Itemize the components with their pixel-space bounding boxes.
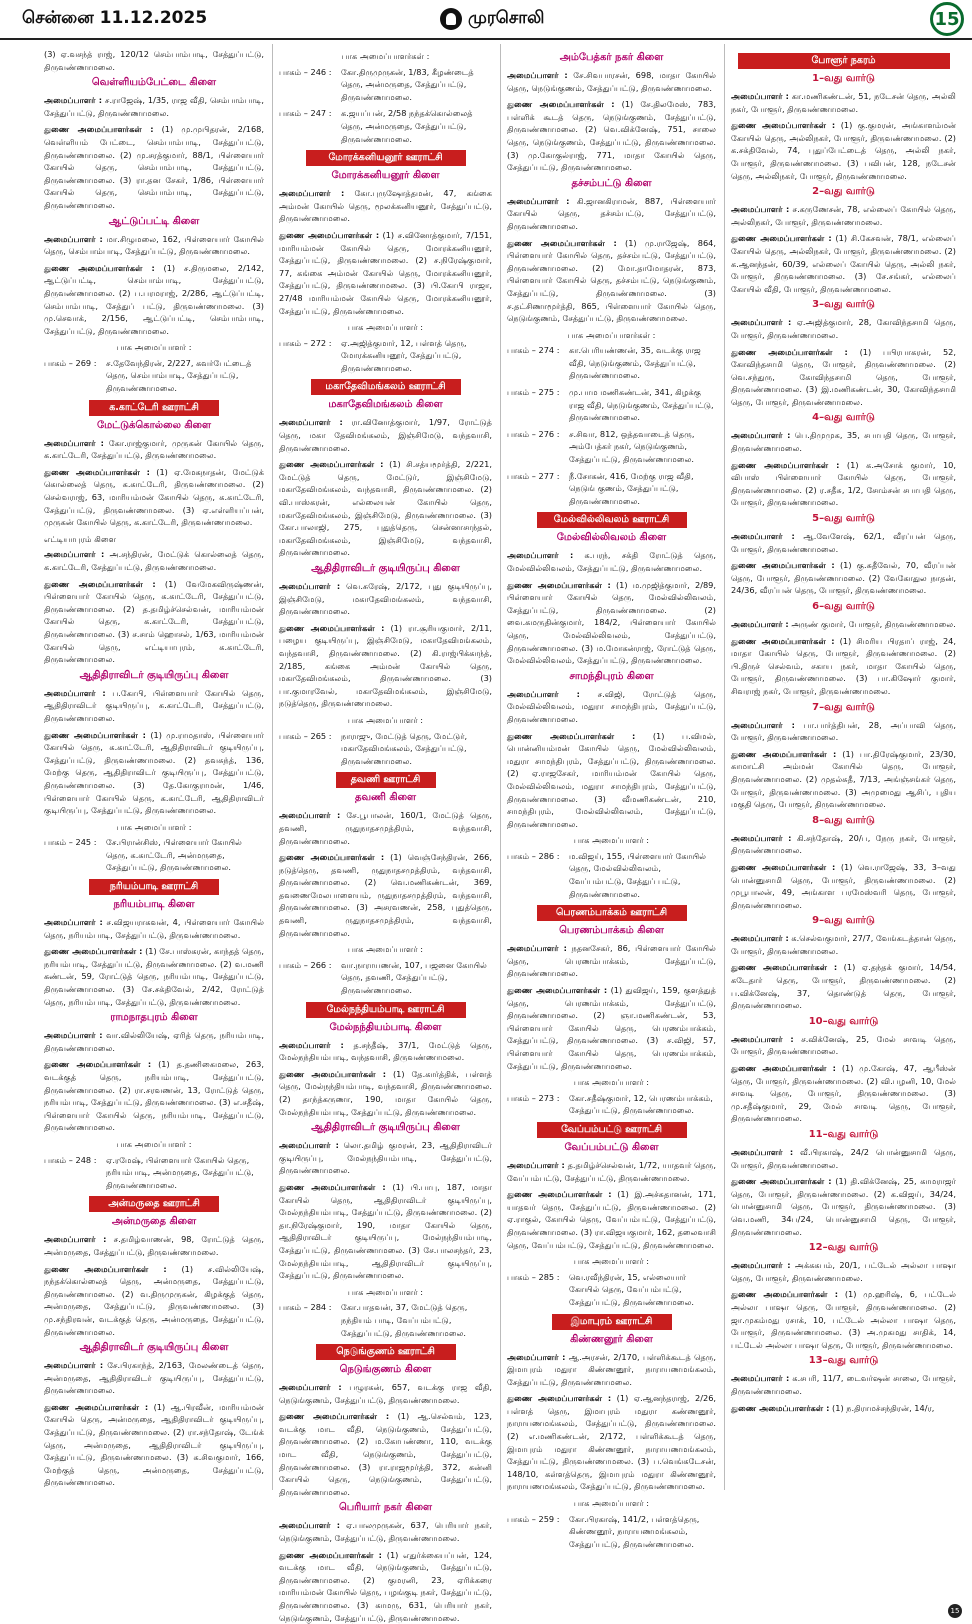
booth-entry: பாகம் – 284 : கோ.பாதவன், 37, மேட்டுத் தெரு, நந்தியம் பாடி, வேப்பம்பட்டு, சேத்துப்பட்டு, திருவண்ணாமலை. <box>279 1302 468 1338</box>
organizer-entry: அமைப்பாளர் : லொ.தமிழ் குமரன், 23, ஆதிதிராவிடர் குடியிருப்பு, மேல்நந்தியம்பாடி, சேத்துப்பட்டு, திருவண்ணாமலை. <box>279 1140 492 1176</box>
organizer-entry: அமைப்பாளர் : ச.கருணேசன், 78, எல்லைப் கோயில் தெரு, அல்லிநகர், போளூர், திருவண்ணாமலை. <box>731 204 956 227</box>
deputy-entry: துணை அமைப்பாளர்கள் : (1) ஏ.ஆனந்தராஜ், 2/26, பள்ளத் தெரு, இமாபுரம் மதுரா கண்ணனூர், நாராயணமங்கலம், சேத்துப்பட்டு, திருவண்ணாமலை. (2) எ.மணிகண்டன், 2/172, பள்ளிக்கூடத் தெரு, இமாபுரம் மதுரா கிண்ணனூர், நாராயணமங்கலம், சேத்துப்பட்டு, திருவண்ணாமலை. (3) ப.வெங்கடேசன், 148/10, கள்ளத்தெரு, இமாபுரம் மதுரா கிண்ணனூர், நாராயணமங்கலம், சேத்துப்பட்டு, திருவண்ணாமலை. <box>507 1393 717 1492</box>
article-columns <box>10 44 962 1623</box>
branch-heading: கிண்ணனூர் கிளை <box>570 1333 653 1345</box>
booth-entry: பாகம் – 277 : நீ.சோகன், 416, மேற்கு ராஜ வீதி, நெடுங் குணம், சேத்துப்பட்டு, திருவண்ணாமலை. <box>507 470 694 506</box>
column-3 <box>500 44 722 1549</box>
organizer-entry: அமைப்பாளர் : ப.கோபி, பிள்ளையார் கோயில் தெரு, ஆதிதிராவிடர் குடியிருப்பு, க.காட்டேரி, சேத்துப்பட்டு, திருவண்ணாமலை. <box>44 687 264 723</box>
ward-heading: 12–வது வார்டு <box>808 1242 879 1254</box>
deputy-entry: துணை அமைப்பாளர்கள் : (1) பி.பாபு, 187, மாதா கோயில் தெரு, ஆதிதிராவிடர் குடியிருப்பு, மேல்நந்தியம்பாடி, சேத்துப்பட்டு, திருவண்ணாமலை. (2) தா.நிரேஷ்குமார், 190, மாதா கோயில் தெரு, ஆதிதிராவிடர் குடியிருப்பு, மேல்நந்தியம்பாடி, சேத்துப்பட்டு, திருவண்ணாமலை. (3) சே.பாலசந்தர், 23, மேல்நந்தியம்பாடி, ஆதிதிராவிடர் குடியிருப்பு, சேத்துப்பட்டு, திருவண்ணாமலை. <box>279 1181 493 1281</box>
booth-entry: பாகம் – 246 : கோ.திருமுருகன், 1/83, கீழண்டைத் தெரு, அன்மருதை, சேத்துப்பட்டு, திருவண்ணாமலை. <box>279 66 474 102</box>
panchayat-banner: மகாதேவிமங்கலம் ஊராட்சி <box>311 379 461 395</box>
organizer-entry: அமைப்பாளர் : மா.சிழுமலை, 162, பிள்ளையார் கோயில் தெரு, செம்பாம்பாடி, சேத்துப்பட்டு, திருவண்ணாமலை. <box>44 233 264 257</box>
organizer-entry: அமைப்பாளர் : அக்ககபம், 20/1, பட்டேல் அல்லா பாஷா தெரு, போளூர், திருவண்ணாமலை. <box>731 1260 956 1283</box>
panchayat-banner: மேல்நந்தியம்பாடி ஊராட்சி <box>306 1002 466 1018</box>
booth-entry: பாகம் – 285 : வெ.ரவீந்திரன், 15, எல்லையார் கோயில் தெரு, வேப்பம்பட்டு, சேத்துப்பட்டு, திருவண்ணாமலை. <box>507 1271 694 1307</box>
ward-heading: 8–வது வார்டு <box>812 814 875 826</box>
booth-heading: பாக அமைப்பாளர் : <box>347 322 424 333</box>
panchayat-banner: வேப்பம்பட்டு ஊராட்சி <box>537 1122 687 1138</box>
organizer-entry: அமைப்பாளர் : பெ.திமுமுக, 35, சபாபதி தெரு, போளூர், திருவண்ணாமலை. <box>731 430 956 454</box>
branch-heading: ஆதிதிராவிடர் குடியிருப்பு கிளை <box>311 563 460 574</box>
deputy-entry: துணை அமைப்பாளர்கள் : (1) தி.விக்னேஷ், 25, காமராஜர் தெரு, போளூர், திருவண்ணாமலை. (2) க.விஜய், 34/24, பொன்னுசாமி தெரு, போளூர், திருவண்ணாமலை. (3) வெ.மணி, 34ப/24, பொன்னுசாமி தெரு, போளூர், திருவண்ணாமலை. <box>731 1176 956 1237</box>
deputy-entry: துணை அமைப்பாளர்கள் : (1) சே.பாஸ்கரன், காந்தத் தெரு, நரியம்பாடி, சேத்துப்பட்டு, திருவண்ணாமலை. (2) வ.மணி கண்டன், 59, ரோட்டுத் தெரு, நரியம்பாடி, சேத்துப்பட்டு, திருவண்ணாமலை. (3) சே.சக்திவேல், 2/42, ரோட்டுத் தெரு, நரியம்பாடி, சேத்துப்பட்டு, திருவண்ணாமலை. <box>44 946 264 1007</box>
organizer-entry: அமைப்பாளர் : வெ.சுரேஷ், 2/172, புது குடியிருப்பு, இஞ்சிமேடு, மகாதேவிமங்கலம், வந்தவாசி, திருவண்ணாமலை. <box>279 581 492 617</box>
booth-heading: பாக அமைப்பாளர் : <box>347 714 424 725</box>
branch-heading: பெரியார் நகர் கிளை <box>338 1502 433 1514</box>
column-2 <box>272 44 498 1623</box>
branch-heading: ஆதிதிராவிடர் குடியிருப்பு கிளை <box>311 1122 460 1134</box>
branch-heading: ஆதிதிராவிடர் குடியிருப்பு கிளை <box>79 669 229 681</box>
organizer-entry: அமைப்பாளர் : சே.பிரகாந்த், 2/163, மேலண்டைத் தெரு, அன்மருதை, ஆதிதிராவிடர் குடியிருப்பு, சேத்துப்பட்டு, திருவண்ணாமலை. <box>44 1360 264 1396</box>
branch-heading: மேட்டுக்கொல்லை கிளை <box>96 419 212 431</box>
panchayat-banner: அன்மருதை ஊராட்சி <box>89 1196 219 1212</box>
branch-heading: அன்மருதை கிளை <box>111 1216 197 1228</box>
panchayat-banner: தவணி ஊராட்சி <box>336 772 436 788</box>
branch-heading: ராமநாதபுரம் கிளை <box>110 1012 198 1024</box>
deputy-entry: துணை அமைப்பாளர்கள் : (1) கு.சுதீவேல், 70, வீரப்பன் தெரு, போளூர், திருவண்ணாமலை. (2) வேகோதுல நாதன், 24/36, வீரப்பன் தெரு, போளூர், திருவண்ணாமலை. <box>731 560 956 596</box>
booth-heading: பாக அமைப்பாளர் : <box>347 944 424 955</box>
deputy-entry: துணை அமைப்பாளர்கள் : (1) ச.வில்லியேஷ், நந்தக்கொல்லைத் தெரு, அன்மருதை, சேத்துப்பட்டு, திருவண்ணாமலை. (2) வ.திருமுருகன், கிழக்குத் தெரு, அன்மருதை, சேத்துப்பட்டு, திருவண்ணாமலை. (3) மு.சந்திரவன், வடக்குத் தெரு, அன்மருதை, சேத்துப்பட்டு, திருவண்ணாமலை. <box>44 1263 264 1337</box>
booth-entry: பாகம் – 276 : ச.சிவா, 812, ஒத்தவாடைத் தெரு, அம்பேத்கர் நகர், நெடுங்குணம், சேத்துப்பட்டு, திருவண்ணாமலை. <box>507 428 695 465</box>
deputy-entry: துணை அமைப்பாளர்கள் : (1) த.தணிகைமலை, 263, வடக்குத் தெரு, நரியம்பாடி, சேத்துப்பட்டு, திருவண்ணாமலை. (2) ரா.சரவணன், 13, ரோட்டுத் தெரு, நரியம்பாடி, சேத்துப்பட்டு, திருவண்ணாமலை. (3) எ.சதீஷ், பிள்ளையார் கோயில் தெரு, நரியம்பாடி, சேத்துப்பட்டு, திருவண்ணாமலை. <box>44 1059 264 1133</box>
booth-heading: பாக அமைப்பாளர் : <box>116 342 192 353</box>
deputy-entry: துணை அமைப்பாளர்கள் : (1) ம.முஜித்குமார், 2/89, பிள்ளையார் கோயில் தெரு, மேல்வில்லிவலம், சேத்துப்பட்டு, திருவண்ணாமலை. (2) வை.கமருதின்குமார், 184/2, பிள்ளையார் கோயில் தெரு, மேல்வில்லிவலம், சேத்துப்பட்டு, திருவண்ணாமலை. (3) ம.மோகன்ராஜ், ரோட்டுத் தெரு, மேல்வில்லிவலம், சேத்துப்பட்டு, திருவண்ணாமலை. <box>507 579 716 666</box>
booth-entry: பாகம் – 247 : க.ஜயப்பன், 2/58 நந்தக்கொல்லைத் தெரு, அன்மருதை, சேத்துப்பட்டு, திருவண்ணாமலை. <box>279 108 473 144</box>
deputy-entry: துணை அமைப்பாளர்கள் : (1) பா.திரேஷ்குமார், 23/30, காமாட்சி அம்மன் கோயில் தெரு, போளூர், திருவண்ணாமலை. (2) முதல்சுதீ, 7/13, அங்ஞ்சங்கர் தெரு, போளூர், திருவண்ணாமலை. (3) அமுமைது ஆசிப், புதிய மகுதி தெரு, போளூர், திருவண்ணாமலை. <box>731 748 956 810</box>
ward-heading: 1–வது வார்டு <box>812 73 875 84</box>
deputy-entry: துணை அமைப்பாளர்கள் : (1) சே.திலமேஸ், 783, பள்ளிக் கூடத் தெரு, நெடுங்குணம், சேத்துப்பட்டு, திருவண்ணாமலை. (2) வெ.விக்னேஷ், 751, சாலை தெரு, நெடுங்குணம், சேத்துப்பட்டு, திருவண்ணாமலை. (3) மு.கோகுல்ராஜ், 771, மாதா கோயில் தெரு, சேத்துப்பட்டு, திருவண்ணாமலை. <box>507 99 716 173</box>
panchayat-banner: நெடுங்குணம் ஊராட்சி <box>316 1344 456 1360</box>
organizer-entry: அமைப்பாளர் : ஆ.வேளேஷ், 62/1, வீரப்பன் தெரு, போளூர், திருவண்ணாமலை. <box>731 531 956 554</box>
booth-heading: பாக அமைப்பாளர் : <box>116 821 192 832</box>
booth-entry: பாகம் – 286 : ம.விஜய், 155, பிள்ளையார் கோயில் தெரு, மேல்வில்லிவலம், வேப்பம்பட்டு, சேத்துப் பட்டு, திருவண்ணாமலை. <box>507 850 707 899</box>
booth-entry: பாகம் – 273 : கோ.சதீஷ்குமார், 12, பெரணம்பாக்கம், சேத்துப்பட்டு, திருவண்ணாமலை. <box>507 1092 713 1116</box>
branch-heading: சாமந்திபுரம் கிளை <box>569 670 654 682</box>
ward-heading: 3–வது வார்டு <box>812 299 875 311</box>
deputy-entry: துணை அமைப்பாளர்கள் : (1) ஆ.செல்வம், 123, வடக்கு மாட வீதி, நெடுங்குணம், சேத்துப்பட்டு, திருவண்ணாமலை. (2) ம.கோபண்ணா, 110, வடக்கு மாட வீதி, நெடுங்குணம், சேத்துப்பட்டு, திருவண்ணாமலை. (3) ரா.ராஜமூர்த்தி, 372, கன்னி கோயில் தெரு, நெடுங்குணம், சேத்துப்பட்டு, திருவண்ணாமலை. <box>279 1411 492 1497</box>
branch-heading: பெரணம்பாக்கம் கிளை <box>559 925 664 937</box>
deputy-entry: துணை அமைப்பாளர்கள் : (1) ஏ.தந்தக் குமார், 14/54, கடேதார் தெரு, போளூர், திருவண்ணாமலை. (2) ப.விக்னேஷ், 37, தொண்டுத் தெரு, போளூர், திருவண்ணாமலை. <box>731 962 956 1011</box>
organizer-entry: அமைப்பாளர் : சே.பூபாலன், 160/1, மேட்டுத் தெரு, தவணி, ருதுநாதசமுத்திரம், வந்தவாசி, திருவண்ணாமலை. <box>279 810 492 846</box>
masthead <box>440 8 545 30</box>
deputy-entry: துணை அமைப்பாளர்கள் : (1) ப.விமல், பொன்னியம்மன் கோயில் தெரு, மேல்வில்லிவலம், மதுரா சாமந்திபுரம், சேத்துப்பட்டு, திருவண்ணாமலை. (2) ஏ.ராஜசேகர், மாரியம்மன் கோயில் தெரு, மேல்வில்லிவலம், மதுரா சாமந்திபுரம், சேத்துப்பட்டு, திருவண்ணாமலை. (3) வீமணிகண்டன், 210, சாமந்திபுரம், மேல்வில்லிவலம், சேத்துப்பட்டு, திருவண்ணாமலை. <box>507 730 716 829</box>
booth-heading: பாக அமைப்பாளர் : <box>573 1498 650 1509</box>
organizer-entry: அமைப்பாளர் : க.பரந், சக்தி ரோட்டுத் தெரு, மேல்வில்லிவலம், சேத்துப்பட்டு, திருவண்ணாமலை. <box>507 550 716 573</box>
organizer-entry: அமைப்பாளர் : வீ.பிரகாஷ், 24/2 பொன்னுசாமி தெரு, போளூர், திருவண்ணாமலை. <box>731 1147 956 1170</box>
booth-entry: பாகம் – 245 : சே.பிரான்சிஸ், பிள்ளையார் கோயில் தெரு, க.காட்டேரி, அன்மருதை, சேத்துப்பட்டு, திருவண்ணாமலை. <box>44 837 242 873</box>
organizer-entry: அமைப்பாளர் : க.செல்வகுமார், 27/7, வேங்கடத்தான் தெரு, போளூர், திருவண்ணாமலை. <box>731 933 956 956</box>
organizer-entry: அமைப்பாளர் : ஏ.அஜித்குமார், 28, கோவிந்தசாமி தெரு, போளூர், திருவண்ணாமலை. <box>731 317 956 340</box>
booth-heading: பாக அமைப்பாளர் : <box>116 1138 192 1149</box>
branch-heading: தச்சம்பட்டு கிளை <box>571 177 652 189</box>
ward-heading: 10–வது வார்டு <box>808 1015 879 1027</box>
deputy-entry: துணை அமைப்பாளர்கள் : (1) சிமரிய பிரதாப் ராஜ், 24, மாதா கோயில் தெரு, போளூர், திருவண்ணாமலை. (2) பி.திருச் செல்வம், சகாய நகர், மாதா கோயில் தெரு, போளூர், திருவண்ணாமலை. (3) பா.கிஷோர் குமார், சிவராஜ் நகர், போளூர், திருவண்ணாமலை. <box>731 635 956 696</box>
panchayat-banner: நரியம்பாடி ஊராட்சி <box>89 879 219 895</box>
organizer-entry: அமைப்பாளர் : வா.வில்லியேஷ், ஏரித் தெரு, நரியம்பாடி, திருவண்ணாமலை. <box>44 1030 264 1053</box>
organizer-entry: அமைப்பாளர் : க.சபரி, 11/7, டைவர்ஷன் சாலை, போளூர், திருவண்ணாமலை. <box>731 1373 956 1396</box>
organizer-entry: அமைப்பாளர் : த.சந்தீஷ், 37/1, மேட்டுத் தெரு, மேல்நந்தியம்பாடி, வந்தவாசி, திருவண்ணாமலை. <box>279 1039 492 1063</box>
organizer-entry: அமைப்பாளர் : ஏ.பாலமுருகன், 637, பெரியார் நகர், நெடுங்குணம், சேத்துப்பட்டு, திருவண்ணாமலை. <box>279 1520 492 1544</box>
branch-heading: மேல்நந்தியம்பாடி கிளை <box>329 1021 442 1033</box>
town-banner: போளூர் நகரம் <box>738 53 950 69</box>
branch-heading: அம்பேத்கர் நகர் கிளை <box>559 52 664 63</box>
page-number-badge: 15 <box>930 2 964 36</box>
deputy-entry: துணை அமைப்பாளர்கள் : (1) க.அசோக் குமார், 10, விபாஸ் பிள்ளையார் கோயில் தெரு, போளூர், திருவண்ணாமலை. (2) ர.சதீசு, 1/2, சோம்சன் சபாபதி தெரு, போளூர், திருவண்ணாமலை. <box>731 459 956 508</box>
ward-heading: 13–வது வார்டு <box>808 1355 879 1367</box>
branch-heading: நெடுங்குணம் கிளை <box>339 1364 432 1376</box>
branch-heading: நரியம்பாடி கிளை <box>113 899 195 911</box>
booth-entry: பாகம் – 266 : வா.நாராயணன், 107, பஜனை கோயில் தெரு, தவணி, சேத்துப்பட்டு, திருவண்ணாமலை. <box>279 959 487 996</box>
booth-heading: பாக அமைப்பாளர் : <box>573 1077 650 1088</box>
deputy-entry: துணை அமைப்பாளர்கள் : (1) மு.கோஷ், 47, ஆபீஸ்ன் தெரு, போளூர், திருவண்ணாமலை. (2) வி.பழனி, 10, மேல் சாவடி தெரு, போளூர், திருவண்ணாமலை. (3) மு.சதீஷ்குமார், 29, மேல் சாவடி தெரு, போளூர், திருவண்ணாமலை. <box>731 1063 956 1124</box>
panchayat-banner: மேல்வில்லிவலம் ஊராட்சி <box>537 512 687 528</box>
booth-entry: பாகம் – 265 : நாராஜு, மேட்டுத் தெரு, மேட்டுர், மகாதேவிமங்கலம், சேத்துப்பட்டு, திருவண்ணாமலை. <box>279 730 468 766</box>
page-corner-badge: 15 <box>948 1604 962 1618</box>
ward-heading: 11–வது வார்டு <box>808 1129 879 1140</box>
ward-heading: 7–வது வார்டு <box>812 701 875 713</box>
deputy-entry: துணை அமைப்பாளர்கள் : (1) பபிரபாகரன், 52, கோவிந்தசாமி தெரு, போளூர், திருவண்ணாமலை. (2) வெ.சந்துரு, கோவிந்தசாமி தெரு, போளூர், திருவண்ணாமலை. (3) இ.மணிகண்டன், 30, கோவிந்தசாமி தெரு, போளூர், திருவண்ணாமலை. <box>731 346 956 407</box>
organizer-entry: அமைப்பாளர் : ச.விஜயராகவன், 4, பிள்ளையார் கோயில் தெரு, நரியம்பாடி, சேத்துப்பட்டு, திருவண்ணாமலை. <box>44 917 264 940</box>
deputy-entry: துணை அமைப்பாளர்கள் : (1) மு.ஹரிஷ், 6, பட்டேல் அல்லா பாஷா தெரு, போளூர், திருவண்ணாமலை. (2) ஜா.முகம்மது ரசாக், 10, பட்டேல் அல்லா பாஷா தெரு, போளூர், திருவண்ணாமலை. (3) அ.முகமது சாதிக், 14, பட்டேல் அல்லா பாஷா தெரு, போளூர், திருவண்ணாமலை. <box>731 1289 956 1350</box>
branch-heading: வெள்ளியம்பேட்டை கிளை <box>91 77 217 89</box>
deputy-entry: துணை அமைப்பாளர்கள் : (1) ச.வினோத்குமார், 7/151, மாரியம்மன் கோயில் தெரு, மோரக்கனியனூர், சேத்துப்பட்டு, திருவண்ணாமலை. (2) ச.நிரேஷ்குமார், 77, கங்கை அம்மன் கோயில் தெரு, மோரக்கனியனூர், சேத்துப்பட்டு, திருவண்ணாமலை. (3) பி.கோபி ராஜா, 27/48 மாரியம்மன் கோயில் தெரு, மோரக்கனியனூர், சேத்துப்பட்டு, திருவண்ணாமலை. <box>279 229 492 316</box>
organizer-entry: அமைப்பாளர் : சே.சிவபாரசன், 698, மாதா கோயில் தெரு, நெடுங்குணம், சேத்துப்பட்டு, திருவண்ணாமலை. <box>507 70 716 93</box>
booth-entry: பாகம் – 269 : ச.தேவேந்திரன், 2/227, கவர்பேட்டைத் தெரு, செம்பாம்பாடி, சேத்துப்பட்டு, திருவண்ணாமலை. <box>44 357 252 394</box>
paper-logo-icon <box>440 8 462 30</box>
panchayat-banner: க.காட்டேரி ஊராட்சி <box>89 400 219 416</box>
organizer-entry: அமைப்பாளர் : ச.ராஜேஷ், 1/35, ராஜ வீதி, செம்பாம்பாடி, சேத்துப்பட்டு, திருவண்ணாமலை. <box>44 95 264 118</box>
booth-heading: பாக அமைப்பாளர் : <box>347 1286 424 1297</box>
panchayat-banner: இமாபுரம் ஊராட்சி <box>552 1314 672 1330</box>
organizer-entry: அமைப்பாளர் : ரா.வினோத்குமார், 1/97, ரோட்டுத் தெரு, மகா தேவிமங்கலம், இஞ்சிமேடு, வந்தவாசி, திருவண்ணாமலை. <box>279 417 492 453</box>
organizer-entry: அமைப்பாளர் : ச.விஜி, ரோட்டுத் தெரு, மேல்வில்லிவலம், மதுரா சாமந்திபுரம், சேத்துப்பட்டு, திருவண்ணாமலை. <box>507 688 716 724</box>
organizer-entry: அமைப்பாளர் : நதனசேகர், 86, பிள்ளையார் கோயில் தெரு, பெரணம்பாக்கம், சேத்துப்பட்டு, திருவண்ணாமலை. <box>507 943 716 979</box>
organizer-entry: அமைப்பாளர் : ச.தமிழ்வாணன், 98, ரோட்டுத் தெரு, அன்மருதை, சேத்துப்பட்டு, திருவண்ணாமலை. <box>44 1234 264 1257</box>
organizer-entry: அமைப்பாளர் : த.தமிழ்ச்செல்வன், 1/72, யாதவர் தெரு, வேப்பம்பட்டு, சேத்துப்பட்டு, திருவண்ணாமலை. <box>507 1159 716 1183</box>
deputy-entry: துணை அமைப்பாளர்கள் : (1) சி.சத்யமூர்த்தி, 2/221, மேட்டுத் தெரு, மேட்டுர், இஞ்சிமேடு, மகாதேவிமங்கலம், வந்தவாசி, திருவண்ணாமலை. (2) வி.பாஸ்கரன், எல்லையன் கோயில் தெரு, மகாதேவிமங்கலம், இஞ்சிமேடு, திருவண்ணாமலை. (3) கோ.பாலாஜி, 275, புதுத்தெரு, சென்னாசாந்தல், மகாதேவிமங்கலம், இஞ்சிமேடு, வந்தவாசி, திருவண்ணாமலை. <box>279 459 492 558</box>
booth-heading: பாக அமைப்பாளர்கள் : <box>567 329 656 340</box>
deputy-entry: துணை அமைப்பாளர்கள் : (1) வெஞ்சேந்திரன், 266, நடுத்தெரு, தவணி, ருதுநாதசமுத்திரம், வந்தவாசி, திருவண்ணாமலை. (2) வெ.மணிகண்டன், 369, தவணைமேலபாளையம், ருதுநாதசமுத்திரம், வந்தவாசி, திருவண்ணாமலை. (3) அசரவணன், 258, புதுத்தெரு, தவணி, ருதுநாதசமுத்திரம், வந்தவாசி, திருவண்ணாமலை. <box>279 852 492 938</box>
organizer-entry: அமைப்பாளர் : அருண் குமார், போளூர், திருவண்ணாமலை. <box>731 619 956 629</box>
organizer-entry: அமைப்பாளர் : கோ.புருஷோத்தமன், 47, கங்கை அம்மன் கோயில் தெரு, மூலக்கனியனூர், சேத்துப்பட்டு, திருவண்ணாமலை. <box>279 188 492 224</box>
deputy-entry: துணை அமைப்பாளர்கள் : (1) வெ.ராஜேஷ், 33, 3–வது பொன்னுசாமி தெரு, போளூர், திருவண்ணாமலை. (2) முபூபாலன், 49, அங்காள பரமேஸ்வரி தெரு, போளூர், திருவண்ணாமலை. <box>731 861 956 910</box>
deputy-entry: துணை அமைப்பாளர்கள் : (1) எதுர்க்கையப்பன், 124, வடக்கு மாட வீதி, நெடுங்குணம், சேத்துப்பட்டு, திருவண்ணாமலை. (2) குமரனி, 23, ஏரிக்கரை மாரியம்மன் கோயில் தெரு, பழங்குடி நகர், சேத்துப்பட்டு, திருவண்ணாமலை. (3) காமரு, 631, பெரியார் நகர், நெடுங்குணம், சேத்துப்பட்டு, திருவண்ணாமலை. <box>279 1549 492 1623</box>
organizer-entry: அமைப்பாளர் : கி.சந்தோஷ், 20/ப, நேரு நகர், போளூர், திருவண்ணாமலை. <box>731 832 956 856</box>
deputy-entry: துணை அமைப்பாளர்கள் : (1) கு.குமரன், அங்காளம்மன் கோயில் தெரு, அல்லிநகர், போளூர், திருவண்ணாமலை. (2) க.சக்திவேல், 74, புதுப்பேட்டைத் தெரு, அல்லி நகர், போளூர், திருவண்ணாமலை. (3) பவிபன், 128, நடேசன் தெரு, அல்லிநகர், போளூர், திருவண்ணாமலை. <box>731 120 957 181</box>
deputy-entry: துணை அமைப்பாளர்கள் : (1) துவிஜய், 159, குளத்துத் தெரு, பெரணம்பாக்கம், சேத்துப்பட்டு, திருவண்ணாமலை. (2) ஞா.மணிகண்டன், 53, பிள்ளையார் கோயில் தெரு, பெரணம்பாக்கம், சேத்துப்பட்டு, திருவண்ணாமலை. (3) ச.விஜி, 57, பிள்ளையார் கோயில் தெரு, பெரணம்பாக்கம், சேத்துப்பட்டு, திருவண்ணாமலை. <box>507 985 716 1071</box>
ward-heading: 6–வது வார்டு <box>812 601 875 612</box>
branch-heading: தவணி கிளை <box>354 792 417 804</box>
branch-heading: வேப்பம்பட்டு கிளை <box>564 1141 659 1153</box>
ward-heading: 9–வது வார்டு <box>812 915 875 927</box>
booth-entry: பாகம் – 275 : மு.பாம மணிகண்டன், 341, கிழக்கு ராஜ வீதி, நெடுங்குணம், சேத்துப்பட்டு, திருவண்ணாமலை. <box>507 387 714 423</box>
organizer-entry: அமைப்பாளர் : கா.மணிகண்டன், 51, நடேசன் தெரு, அல்லி நகர், போளூர், திருவண்ணாமலை. <box>731 91 956 114</box>
branch-heading: மேல்வில்லிவலம் கிளை <box>556 532 667 544</box>
organizer-entry: அமைப்பாளர் : ச.விக்னேஷ், 25, மேல் சாவடி தெரு, போளூர், திருவண்ணாமலை. <box>731 1033 956 1057</box>
deputy-entry: துணை அமைப்பாளர்கள் : (1) ச.திருமலை, 2/142, ஆட்டுப்பட்டி, செம்பாம்பாடி, சேத்துப்பட்டு, திருவண்ணாமலை. (2) ப.பரமராஜ், 2/286, ஆட்டுப்பட்டி, செம்பாம்பாடி, சேத்துப் பட்டு, திருவண்ணாமலை. (3) மு.செவாக், 2/156, ஆட்டுப்பட்டி, செம்பாம்பாடி, சேத்துப்பட்டு, திருவண்ணாமலை. <box>44 262 264 336</box>
column-1 <box>38 44 270 1490</box>
deputy-entry: துணை அமைப்பாளர்கள் : (1) வேமேகவிருஷ்ணன், பிள்ளையார் கோயில் தெரு, க.காட்டேரி, சேத்துப்பட்டு, திருவண்ணாமலை. (2) த.தமிழ்ச்செல்வன், மாரியம்மன் கோயில் தெரு, க.காட்டேரி, சேத்துப்பட்டு, திருவண்ணாமலை. (3) ச.சாம் ஹொசல், 1/63, மாரியம்மன் கோயில் தெரு, எட்டியாபுரம், க.காட்டேரி, திருவண்ணாமலை. <box>44 578 264 665</box>
organizer-entry: அமைப்பாளர் : ஆ.அரசன், 2/170, பள்ளிக்கூடத் தெரு, இமாபுரம் மதுரா கிண்ணனூர், நாராயணமங்கலம், சேத்துப்பட்டு, திருவண்ணாமலை. <box>507 1351 716 1387</box>
page-header <box>0 0 972 40</box>
panchayat-banner: பெரணம்பாக்கம் ஊராட்சி <box>537 905 687 921</box>
ward-heading: 2–வது வார்டு <box>812 186 875 198</box>
column-4 <box>724 44 962 1490</box>
deputy-entry: துணை அமைப்பாளர்கள் : (1) ந.திராமச்சந்திரன், 14/ர, <box>731 1402 935 1413</box>
organizer-entry: அமைப்பாளர் : கி.ஜானகிராமன், 887, பிள்ளையார் கோயில் தெரு, தச்சம்பட்டு, சேத்துப்பட்டு, திருவண்ணாமலை. <box>507 195 716 231</box>
paragraph: (3) ஏ.வசந்த் ராஜ், 120/12 செம்பாம்பாடி, சேத்துப்பட்டு, திருவண்ணாமலை. <box>44 49 264 72</box>
deputy-entry: துணை அமைப்பாளர்கள் : (1) இ.அச்சுதானன், 171, யாதவர் தெரு, சேத்துப்பட்டு, திருவண்ணாமலை. (2) ஏ.ராகுல், கோயில் தெரு, வேப்பம்பட்டு, சேத்துப்பட்டு, திருவண்ணாமலை. (3) ரா.விஜயகுமார், 162, தலைவாசி தெரு, வேப்பம்பட்டு, சேத்துப்பட்டு, திருவண்ணாமலை. <box>507 1189 716 1250</box>
organizer-entry: அமைப்பாளர் : அ.சந்திரன், மேட்டுக் கொல்லைத் தெரு, க.காட்டேரி, சேத்துப்பட்டு, திருவண்ணாமலை. <box>44 549 264 572</box>
ward-heading: 5–வது வார்டு <box>812 513 875 525</box>
deputy-entry: துணை அமைப்பாளர்கள் : (1) சி.கேசவன், 78/1, எல்லைப் கோயில் தெரு, அல்லிநகர், போளூர், திருவண்ணாமலை. (2) க.ஆனந்தன், 60/39, எல்லைப் கோயில் தெரு, அல்லி நகர், போளூர், திருவண்ணாமலை. (3) சே.சங்கர், எல்லைப் கோயில் வீதி, போளூர், திருவண்ணாமலை. <box>731 233 956 294</box>
deputy-entry: துணை அமைப்பாளர்கள் : (1) மு.முபிதரன், 2/168, வெள்ளியம் பேட்டை, செம்பாம்பாடி, சேத்துப்பட்டு, திருவண்ணாமலை. (2) மு.சரத்குமார், 88/1, பிள்ளையார் கோயில் தெரு, செம்பாம்பாடி, சேத்துப்பட்டு, திருவண்ணாமலை. (3) ரா.தன சேகர், 1/86, பிள்ளையார் கோயில் தெரு, செம்பாம்பாடி, சேத்துப்பட்டு, திருவண்ணாமலை. <box>44 124 264 210</box>
booth-entry: பாகம் – 272 : ஏ.அஜித்குமார், 12, பள்ளத் தெரு, மோரக்கனியனூர், சேத்துப்பட்டு, திருவண்ணாமலை. <box>279 337 467 373</box>
organizer-entry: அமைப்பாளர் : பா.பார்த்திபன், 28, அப்பாவி தெரு, போளூர், திருவண்ணாமலை. <box>731 719 956 743</box>
booth-entry: பாகம் – 274 : கா.பெரியண்ணன், 35, வடக்கு ராஜ வீதி, நெடுங்குணம், சேத்துப்பட்டு, திருவண்ணாமலை. <box>507 345 701 381</box>
organizer-entry: அமைப்பாளர் : பழுரகன், 657, வடக்கு ராஜ வீதி, நெடுங்குணம், சேத்துப்பட்டு, திருவண்ணாமலை. <box>279 1382 492 1405</box>
branch-heading: ஆட்டுப்பட்டி கிளை <box>108 215 200 227</box>
deputy-entry: துணை அமைப்பாளர்கள் : (1) மு.ராஜேஷ், 864, பிள்ளையார் கோயில் தெரு, தச்சம்பட்டு, சேத்துப்பட்டு, திருவண்ணாமலை. (2) மோ.தாமோதரன், 873, பிள்ளையார் கோயில் தெரு, தச்சம்பட்டு, நெடுங்குணம், சேத்துப்பட்டு, திருவண்ணாமலை. (3) ச.தட்சிணாமூர்த்தி, 865, பிள்ளையார் கோயில் தெரு, நெடுங்குணம், சேத்துப்பட்டு, திருவண்ணாமலை. <box>507 237 716 324</box>
dateline: சென்னை 11.12.2025 <box>22 8 208 28</box>
sub-branch-label: எட்டியாபுரம் கிளை <box>44 533 117 544</box>
branch-heading: ஆதிதிராவிடர் குடியிருப்பு கிளை <box>79 1342 229 1354</box>
deputy-entry: துணை அமைப்பாளர்கள் : (1) ரா.சூரியகுமார், 2/11, பழைய குடியிருப்பு, இஞ்சிமேடு, மகாதேவிமங்கலம், வந்தவாசி, திருவண்ணாமலை. (2) கி.ராஜ்பிக்காந்த், 2/185, கங்கை அம்மன் கோயில் தெரு, மகாதேவிமங்கலம், திருவண்ணாமலை. (3) பா.குமாரவேல், மகாதேவிமங்கலம், இஞ்சிமேடு, நடுத்தெரு, திருவண்ணாமலை. <box>279 622 493 709</box>
ward-heading: 4–வது வார்டு <box>812 412 875 424</box>
deputy-entry: துணை அமைப்பாளர்கள் : (1) ஆ.பிரவீன், மாரியம்மன் கோயில் தெரு, அன்மருதை, ஆதிதிராவிடர் குடியிருப்பு, சேத்துப்பட்டு, திருவண்ணாமலை. (2) ரா.சந்தோஷ், டேங்க் தெரு, அன்மருதை, ஆதிதிராவிடர் குடியிருப்பு, சேத்துப்பட்டு, திருவண்ணாமலை. (3) க.சிவகுமார், 166, மேற்குத் தெரு, அன்மருதை, சேத்துப்பட்டு, திருவண்ணாமலை. <box>44 1401 264 1488</box>
booth-entry: பாகம் – 259 : கோ.பிரகாஷ், 141/2, பள்ளத்தெரு, கிண்ணனூர், நாராயணமங்கலம், சேத்துப்பட்டு, திருவண்ணாமலை. <box>507 1513 700 1549</box>
booth-heading: பாக அமைப்பாளர்கள் : <box>341 51 430 61</box>
booth-heading: பாக அமைப்பாளர் : <box>573 835 650 846</box>
booth-heading: பாக அமைப்பாளர் : <box>573 1256 650 1267</box>
booth-entry: பாகம் – 248 : ஏ.ரமேஷ், பிள்ளையார் கோயில் தெரு, நரியம்பாடி, அன்மருதை, சேத்துப்பட்டு, திருவண்ணாமலை. <box>44 1154 254 1190</box>
paper-name: முரசொலி <box>468 8 545 28</box>
deputy-entry: துணை அமைப்பாளர்கள் : (1) ஏ.மேகநாதன், மேட்டுக் கொல்லைத் தெரு, க.காட்டேரி, திருவண்ணாமலை. (2) செல்வராஜ், 63, மாரியம்மன் கோயில் தெரு, க.காட்டேரி, சேத்துப்பட்டு, திருவண்ணாமலை. (3) ஏ.எள்ளியப்பன், முருகன் கோயில் தெரு, க.காட்டேரி, திருவண்ணாமலை. <box>44 466 264 528</box>
organizer-entry: அமைப்பாளர் : கோ.ராஜ்குமார், முருகன் கோயில் தெரு, க.காட்டேரி, சேத்துப்பட்டு, திருவண்ணாமலை. <box>44 437 264 461</box>
panchayat-banner: மோரக்கனியனூர் ஊராட்சி <box>306 150 466 166</box>
branch-heading: மோரக்கனியனூர் கிளை <box>331 170 440 182</box>
deputy-entry: துணை அமைப்பாளர்கள் : (1) மு.ராமதாஸ், பிள்ளையார் கோயில் தெரு, க.காட்டேரி, ஆதிதிராவிடர் குடியிருப்பு, சேத்துப்பட்டு, திருவண்ணாமலை. (2) தவசுந்த், 136, மேற்கு தெரு, ஆதிதிராவிடர் குடியிருப்பு, சேத்துப்பட்டு, திருவண்ணாமலை. (3) தே.கோகுராமன், 1/46, பிள்ளையார் கோயில் தெரு, க.காட்டேரி, ஆதிதிராவிடர் குடியிருப்பு, சேத்துப்பட்டு, திருவண்ணாமலை. <box>44 729 264 816</box>
deputy-entry: துணை அமைப்பாளர்கள் : (1) தே.கார்த்திக், பள்ளத் தெரு, மேல்நந்தியம்பாடி, வந்தவாசி, திருவண்ணாமலை. (2) தாந்த்கருணா, 190, மாதா கோயில் தெரு, மேல்நந்தியம்பாடி, சேத்துப்பட்டு, திருவண்ணாமலை. <box>279 1068 492 1117</box>
branch-heading: மகாதேவிமங்கலம் கிளை <box>328 399 443 411</box>
